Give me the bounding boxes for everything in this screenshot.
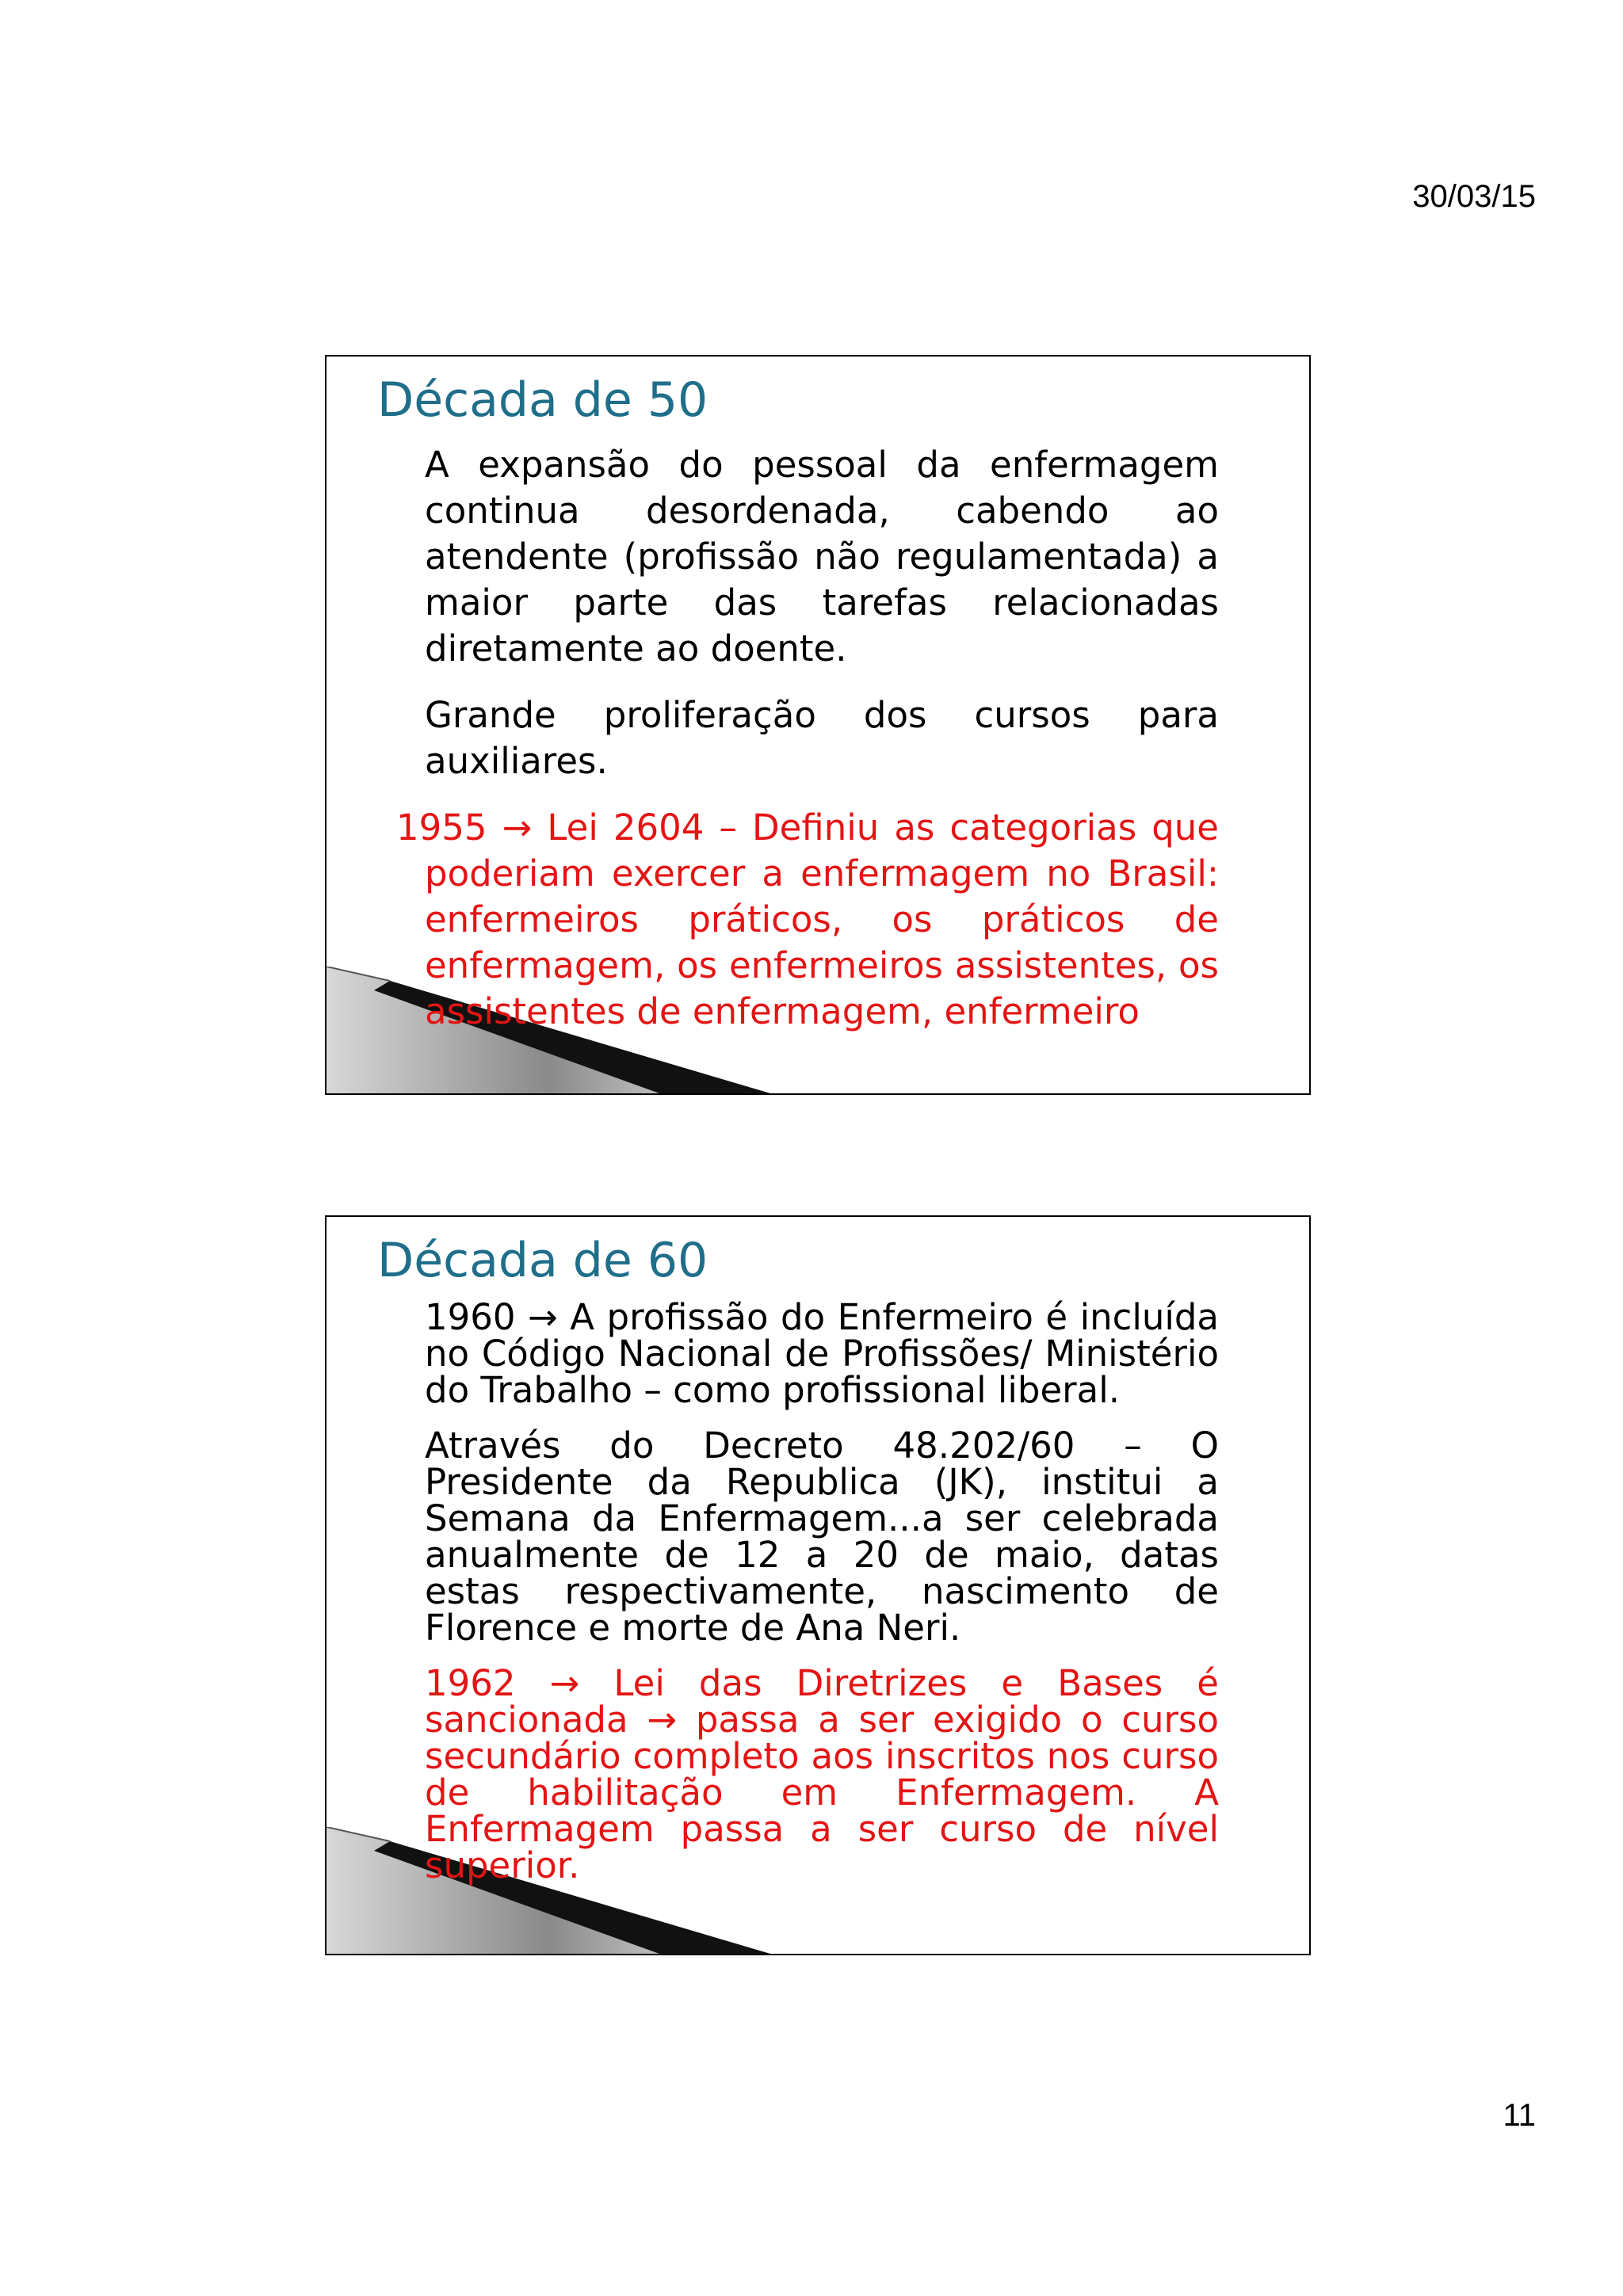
paragraph: Através do Decreto 48.202/60 – O Presidente da Republica (JK), institui a Semana da Enfermagem...a ser celebrada anualmente de 12 a 20 de maio, datas estas respectivamente, nascimento de Florence e morte de Ana Neri. — [425, 1425, 1219, 1649]
paragraph: Grande proliferação dos cursos para auxiliares. — [425, 694, 1219, 782]
paragraph: 1960 → A profissão do Enfermeiro é incluída no Código Nacional de Profissões/ Ministério do Trabalho – como profissional liberal. — [425, 1296, 1219, 1411]
slide-body — [425, 1296, 1219, 1903]
highlight-paragraph: 1955 → Lei 2604 – Definiu as categorias que poderiam exercer a enfermagem no Brasil: enfermeiros práticos, os práticos de enfermagem, os enfermeiros assistentes, os assistentes de enfermagem, enfermeiro — [396, 807, 1219, 1032]
slide-decada-60 — [325, 1215, 1311, 1955]
highlight-paragraph: 1962 → Lei das Diretrizes e Bases é sancionada → passa a ser exigido o curso secundário completo aos inscritos nos curso de habilitação em Enfermagem. A Enfermagem passa a ser curso de nível superior. — [425, 1662, 1219, 1886]
page-number: 11 — [1503, 2098, 1536, 2133]
slide-title: Década de 60 — [377, 1233, 708, 1288]
paragraph: A expansão do pessoal da enfermagem continua desordenada, cabendo ao atendente (profissão não regulamentada) a maior parte das tarefas relacionadas diretamente ao doente. — [425, 444, 1219, 669]
page-date: 30/03/15 — [1412, 179, 1536, 214]
slide-decada-50 — [325, 355, 1311, 1095]
slide-title: Década de 50 — [377, 372, 708, 428]
slide-body — [396, 442, 1219, 1055]
